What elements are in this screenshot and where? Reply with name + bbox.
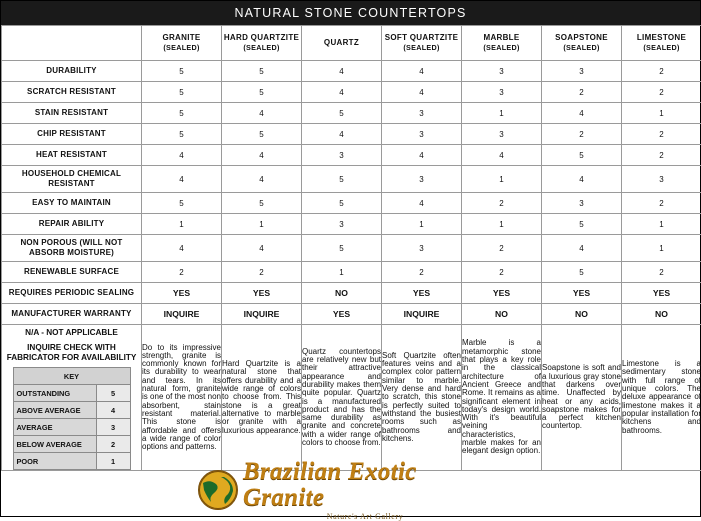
row-label: STAIN RESISTANT	[2, 103, 142, 124]
description-soapstone: Soapstone is soft and a luxurious gray stone that darkens over time. Unaffected by heat or any acids, soapstone makes for a perfect kitchen countertop.	[542, 325, 622, 471]
cell-value: 4	[302, 61, 382, 82]
row-label: CHIP RESISTANT	[2, 124, 142, 145]
cell-value: 1	[622, 214, 701, 235]
cell-value: 5	[302, 235, 382, 262]
cell-value: 5	[222, 82, 302, 103]
cell-value: 3	[302, 145, 382, 166]
cell-value: 4	[222, 145, 302, 166]
row-label: REPAIR ABILITY	[2, 214, 142, 235]
cell-value: 1	[462, 214, 542, 235]
key-value: 3	[96, 419, 130, 436]
cell-value: 2	[622, 193, 701, 214]
column-header-name: LIMESTONE	[637, 33, 686, 42]
key-title-row	[13, 368, 130, 385]
key-title: KEY	[13, 368, 130, 385]
column-header-name: QUARTZ	[324, 38, 359, 47]
description-soft-quartzite: Soft Quartzite often features veins and a complex color pattern similar to marble. Very dense and hard to scratch, this stone is perfectly suited to withstand the busiest rooms such as bathrooms and kitchens.	[382, 325, 462, 471]
key-row	[13, 385, 130, 402]
table-row	[2, 304, 701, 325]
table-row	[2, 82, 701, 103]
column-header-sub: (SEALED)	[142, 43, 221, 53]
description-quartz: Quartz countertops are relatively new but their attractive appearance and durability makes them quite popular. Quartz is a manufactured product and has the same durability as granite and concrete with a wider range of colors to choose from.	[302, 325, 382, 471]
description-granite: Do to its impressive strength, granite is commonly known for its durability to wear and tears. In its natural form, granite is one of the most non absorbent, stain resistant material. This stone is affordable and offers a wide range of color options and patterns.	[142, 325, 222, 471]
cell-value: 4	[382, 61, 462, 82]
cell-value: 4	[302, 82, 382, 103]
cell-value: 4	[222, 166, 302, 193]
cell-value: 4	[382, 193, 462, 214]
cell-value: 1	[462, 166, 542, 193]
table-row	[2, 214, 701, 235]
key-row	[13, 436, 130, 453]
table-row	[2, 124, 701, 145]
cell-value: 2	[622, 262, 701, 283]
cell-value: 2	[222, 262, 302, 283]
key-label: AVERAGE	[13, 419, 96, 436]
column-header-sub: (SEALED)	[622, 43, 701, 53]
key-label: POOR	[13, 453, 96, 470]
row-label: RENEWABLE SURFACE	[2, 262, 142, 283]
comparison-table	[1, 25, 701, 471]
column-header-limestone	[622, 26, 701, 61]
cell-value: 3	[382, 124, 462, 145]
cell-value: 4	[302, 124, 382, 145]
cell-value: 2	[142, 262, 222, 283]
table-row	[2, 283, 701, 304]
key-legend	[13, 367, 131, 470]
cell-value: 4	[142, 145, 222, 166]
cell-value: 3	[382, 235, 462, 262]
cell-value: 5	[542, 145, 622, 166]
column-header-marble	[462, 26, 542, 61]
cell-value: 5	[222, 124, 302, 145]
column-header-sub: (SEALED)	[462, 43, 541, 53]
cell-value: 5	[222, 61, 302, 82]
cell-value: 3	[302, 214, 382, 235]
cell-value: 5	[142, 61, 222, 82]
cell-value: 2	[542, 82, 622, 103]
na-note: N/A - NOT APPLICABLE	[4, 328, 139, 338]
column-header-soft-quartzite	[382, 26, 462, 61]
cell-value: 3	[462, 124, 542, 145]
key-value: 5	[96, 385, 130, 402]
cell-value: YES	[222, 283, 302, 304]
key-label: ABOVE AVERAGE	[13, 402, 96, 419]
cell-value: 3	[542, 193, 622, 214]
cell-value: 5	[542, 262, 622, 283]
row-label: MANUFACTURER WARRANTY	[2, 304, 142, 325]
key-value: 1	[96, 453, 130, 470]
cell-value: 5	[222, 193, 302, 214]
table-row	[2, 61, 701, 82]
logo-tagline: Nature's Art Gallery	[243, 512, 487, 521]
cell-value: 2	[622, 82, 701, 103]
cell-value: 1	[142, 214, 222, 235]
cell-value: 3	[622, 166, 701, 193]
cell-value: YES	[382, 283, 462, 304]
table-header-row	[2, 26, 701, 61]
cell-value: NO	[622, 304, 701, 325]
description-hard-quartzite: Hard Quartzite is a natural stone that offers durability and a wide range of colors to choose from. This stone is a great alternative to marble or granite with a luxurious appearance.	[222, 325, 302, 471]
cell-value: 5	[142, 103, 222, 124]
cell-value: INQUIRE	[382, 304, 462, 325]
cell-value: 5	[302, 166, 382, 193]
cell-value: 2	[462, 262, 542, 283]
notes-panel	[2, 325, 142, 471]
logo-company-name: Brazilian Exotic Granite	[243, 459, 487, 511]
cell-value: 1	[382, 214, 462, 235]
cell-value: 4	[142, 235, 222, 262]
column-header-sub: (SEALED)	[222, 43, 301, 53]
cell-value: 2	[382, 262, 462, 283]
cell-value: 1	[622, 103, 701, 124]
cell-value: 2	[542, 124, 622, 145]
description-limestone: Limestone is a sedimentary stone with full range of unique colors. The deluxe appearance of limestone makes it a popular installation for kitchens and bathrooms.	[622, 325, 701, 471]
column-header-hard-quartzite	[222, 26, 302, 61]
key-label: BELOW AVERAGE	[13, 436, 96, 453]
cell-value: 1	[622, 235, 701, 262]
cell-value: 4	[542, 235, 622, 262]
row-label: HEAT RESISTANT	[2, 145, 142, 166]
table-row	[2, 166, 701, 193]
cell-value: 5	[302, 193, 382, 214]
cell-value: 3	[382, 103, 462, 124]
table-row	[2, 193, 701, 214]
description-marble: Marble is a metamorphic stone that plays a key role in the classical architecture of Ancient Greece and Rome. It remains as a significant element in today's design world. With it's beautiful veining characteristics, marble makes for an elegant design option.	[462, 325, 542, 471]
cell-value: 4	[462, 145, 542, 166]
column-header-sub: (SEALED)	[382, 43, 461, 53]
cell-value: INQUIRE	[222, 304, 302, 325]
row-label: NON POROUS (WILL NOT ABSORB MOISTURE)	[2, 235, 142, 262]
column-header-name: SOAPSTONE	[555, 33, 608, 42]
cell-value: 5	[542, 214, 622, 235]
column-header-quartz	[302, 26, 382, 61]
cell-value: 2	[622, 61, 701, 82]
cell-value: NO	[542, 304, 622, 325]
key-label: OUTSTANDING	[13, 385, 96, 402]
row-label: SCRATCH RESISTANT	[2, 82, 142, 103]
column-header-sub: (SEALED)	[542, 43, 621, 53]
cell-value: 4	[542, 166, 622, 193]
cell-value: 4	[142, 166, 222, 193]
column-header-name: HARD QUARTZITE	[224, 33, 299, 42]
table-row	[2, 235, 701, 262]
table-row	[2, 262, 701, 283]
cell-value: YES	[142, 283, 222, 304]
descriptions-row	[2, 325, 701, 471]
cell-value: 2	[622, 145, 701, 166]
cell-value: NO	[302, 283, 382, 304]
cell-value: YES	[542, 283, 622, 304]
table-row	[2, 103, 701, 124]
cell-value: 5	[142, 82, 222, 103]
cell-value: 1	[462, 103, 542, 124]
cell-value: 4	[222, 103, 302, 124]
cell-value: 4	[542, 103, 622, 124]
column-header-name: SOFT QUARTZITE	[385, 33, 459, 42]
cell-value: 1	[302, 262, 382, 283]
column-header-granite	[142, 26, 222, 61]
page-title: NATURAL STONE COUNTERTOPS	[1, 1, 700, 25]
cell-value: 1	[222, 214, 302, 235]
cell-value: 2	[622, 124, 701, 145]
cell-value: NO	[462, 304, 542, 325]
cell-value: 2	[462, 235, 542, 262]
cell-value: 5	[142, 193, 222, 214]
globe-icon	[197, 469, 239, 511]
cell-value: 2	[462, 193, 542, 214]
row-label: EASY TO MAINTAIN	[2, 193, 142, 214]
table-row	[2, 145, 701, 166]
key-value: 4	[96, 402, 130, 419]
row-label: DURABILITY	[2, 61, 142, 82]
cell-value: YES	[462, 283, 542, 304]
cell-value: INQUIRE	[142, 304, 222, 325]
cell-value: 3	[462, 61, 542, 82]
company-logo	[197, 468, 487, 512]
cell-value: 4	[382, 82, 462, 103]
inquire-note: INQUIRE CHECK WITH FABRICATOR FOR AVAILABILITY	[4, 343, 139, 363]
cell-value: YES	[302, 304, 382, 325]
key-value: 2	[96, 436, 130, 453]
cell-value: 3	[382, 166, 462, 193]
column-header-name: GRANITE	[162, 33, 200, 42]
key-row	[13, 453, 130, 470]
corner-cell	[2, 26, 142, 61]
row-label: REQUIRES PERIODIC SEALING	[2, 283, 142, 304]
cell-value: 3	[542, 61, 622, 82]
key-row	[13, 419, 130, 436]
cell-value: 5	[142, 124, 222, 145]
column-header-name: MARBLE	[483, 33, 519, 42]
cell-value: 5	[302, 103, 382, 124]
cell-value: 4	[222, 235, 302, 262]
cell-value: 3	[462, 82, 542, 103]
key-row	[13, 402, 130, 419]
cell-value: YES	[622, 283, 701, 304]
cell-value: 4	[382, 145, 462, 166]
logo-text	[243, 459, 487, 521]
column-header-soapstone	[542, 26, 622, 61]
row-label: HOUSEHOLD CHEMICAL RESISTANT	[2, 166, 142, 193]
